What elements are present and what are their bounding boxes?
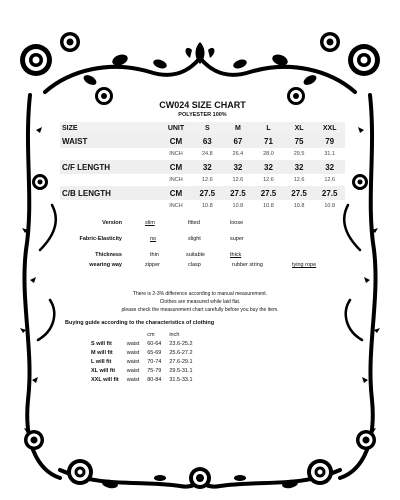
cb-length-inch-row: [60, 200, 345, 212]
header-unit: UNIT: [160, 122, 192, 134]
guide-inch: 27.6-29.1: [169, 358, 193, 365]
value-cell: 12.6: [324, 177, 336, 183]
value-cell: 32: [253, 160, 284, 174]
value-cell: 10.8: [324, 203, 336, 209]
value-cell: 12.6: [293, 177, 305, 183]
guide-cm: 60-64: [147, 340, 162, 347]
note-line: please check the measurement chart carefully before you buy the item.: [121, 307, 279, 313]
attribute-option: suitable: [186, 252, 205, 258]
value-cell: 10.8: [293, 203, 305, 209]
guide-part: waist: [126, 340, 140, 347]
attribute-label: Version: [102, 220, 122, 226]
value-cell: 71: [253, 134, 284, 148]
guide-row: [87, 357, 197, 366]
header-m: M: [223, 122, 254, 134]
cf-length-cm-row: [60, 160, 345, 174]
buying-guide: [65, 320, 335, 384]
attributes-section: [60, 220, 350, 278]
unit-cell: INCH: [169, 177, 183, 183]
unit-cell: CM: [160, 134, 192, 148]
version-row: [60, 220, 350, 236]
cf-length-inch-row: [60, 174, 345, 186]
header-size: SIZE: [60, 122, 160, 134]
waist-cm-row: [60, 134, 345, 148]
guide-size: XXL will fit: [91, 376, 119, 383]
attribute-label: wearing way: [89, 262, 122, 268]
value-cell: 79: [314, 134, 345, 148]
header-xl: XL: [284, 122, 315, 134]
attribute-option: zipper: [145, 262, 160, 268]
guide-header-row: [87, 330, 197, 339]
guide-col-inch: inch: [169, 331, 180, 338]
header-s: S: [192, 122, 223, 134]
attribute-label: Fabric-Elasticity: [79, 236, 122, 242]
row-label: WAIST: [60, 134, 160, 148]
value-cell: 12.6: [232, 177, 244, 183]
attribute-option-selected: tying rope: [292, 262, 317, 268]
guide-row: [87, 339, 197, 348]
value-cell: 32: [223, 160, 254, 174]
guide-part: waist: [126, 367, 140, 374]
value-cell: 32: [192, 160, 223, 174]
guide-cm: 70-74: [147, 358, 162, 365]
guide-col-cm: cm: [147, 331, 155, 338]
elasticity-row: [60, 236, 350, 252]
value-cell: 32: [284, 160, 315, 174]
attribute-option: clasp: [188, 262, 201, 268]
value-cell: 75: [284, 134, 315, 148]
value-cell: 12.6: [201, 177, 213, 183]
attribute-option: thin: [150, 252, 159, 258]
waist-inch-row: [60, 148, 345, 160]
guide-part: waist: [126, 349, 140, 356]
note-line: There is 2-3% difference according to manual measurement.: [132, 291, 268, 297]
guide-row: [87, 348, 197, 357]
guide-part: waist: [126, 376, 140, 383]
value-cell: 12.6: [263, 177, 274, 183]
value-cell: 32: [314, 160, 345, 174]
attribute-option: fitted: [188, 220, 200, 226]
value-cell: 63: [192, 134, 223, 148]
unit-cell: INCH: [169, 151, 183, 157]
value-cell: 27.5: [253, 186, 284, 200]
size-chart-section: [60, 100, 345, 212]
buying-guide-title: Buying guide according to the characteristics of clothing: [65, 320, 215, 326]
guide-cm: 65-69: [147, 349, 162, 356]
header-xxl: XXL: [314, 122, 345, 134]
measurement-notes: [60, 290, 340, 314]
value-cell: 27.5: [192, 186, 223, 200]
guide-inch: 31.5-33.1: [169, 376, 193, 383]
value-cell: 67: [223, 134, 254, 148]
material-subtitle: POLYESTER 100%: [178, 112, 227, 118]
guide-row: [87, 366, 197, 375]
wearing-way-row: [60, 262, 350, 278]
guide-size: M will fit: [91, 349, 113, 356]
guide-row: [87, 375, 197, 384]
size-table: [60, 122, 345, 212]
value-cell: 10.8: [263, 203, 274, 209]
buying-guide-table: [87, 330, 197, 384]
value-cell: 24.8: [201, 151, 213, 157]
guide-part: waist: [126, 358, 140, 365]
guide-size: S will fit: [91, 340, 112, 347]
guide-cm: 75-79: [147, 367, 162, 374]
attribute-option: slight: [188, 236, 201, 242]
value-cell: 10.8: [232, 203, 244, 209]
cb-length-cm-row: [60, 186, 345, 200]
value-cell: 27.5: [314, 186, 345, 200]
thickness-row: [60, 252, 350, 262]
attribute-label: Thickness: [95, 252, 122, 258]
row-label: C/F LENGTH: [60, 160, 160, 174]
attribute-option: loose: [230, 220, 244, 226]
row-label: C/B LENGTH: [60, 186, 160, 200]
size-table-header: [60, 122, 345, 134]
attribute-option: rubber string: [232, 262, 263, 268]
attribute-option-selected: no: [150, 236, 157, 242]
value-cell: 27.5: [223, 186, 254, 200]
unit-cell: INCH: [169, 203, 183, 209]
guide-size: L will fit: [91, 358, 112, 365]
guide-inch: 29.5-31.1: [169, 367, 193, 374]
header-l: L: [253, 122, 284, 134]
value-cell: 28.0: [263, 151, 274, 157]
value-cell: 27.5: [284, 186, 315, 200]
guide-cm: 80-84: [147, 376, 162, 383]
value-cell: 10.8: [201, 203, 213, 209]
unit-cell: CM: [160, 186, 192, 200]
value-cell: 26.4: [232, 151, 244, 157]
guide-size: XL will fit: [91, 367, 116, 374]
guide-inch: 25.6-27.2: [169, 349, 193, 356]
attribute-option: super: [230, 236, 244, 242]
attribute-option-selected: thick: [230, 252, 242, 258]
value-cell: 29.5: [293, 151, 305, 157]
value-cell: 31.1: [324, 151, 336, 157]
unit-cell: CM: [160, 160, 192, 174]
chart-title: CW024 SIZE CHART: [159, 100, 246, 110]
guide-inch: 23.6-25.2: [169, 340, 193, 347]
note-line: Clothes are measured while laid flat.: [159, 299, 241, 305]
attribute-option-selected: slim: [145, 220, 155, 226]
